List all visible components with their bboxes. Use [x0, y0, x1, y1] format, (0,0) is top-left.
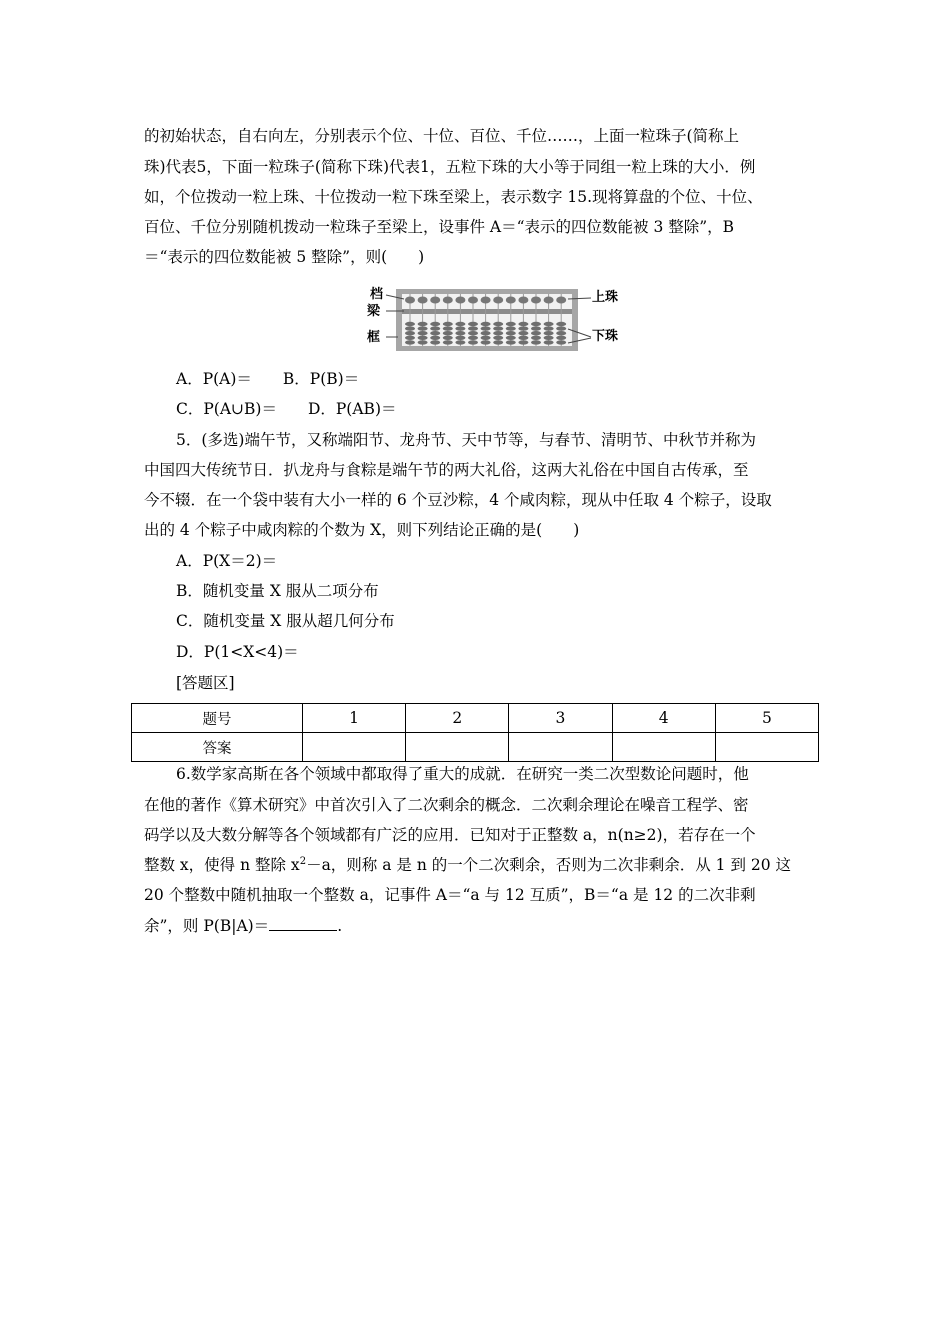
header-cell-number: 4 [612, 704, 715, 733]
abacus-lower-bead [443, 326, 453, 330]
q4-text-line: 的初始状态，自右向左，分别表示个位、十位、百位、千位……，上面一粒珠子(简称上 [144, 127, 740, 145]
abacus-lower-bead [493, 336, 503, 340]
header-cell-tihao: 题号 [132, 704, 303, 733]
label-dang: 档 [370, 287, 384, 302]
abacus-upper-bead [544, 297, 554, 304]
abacus-lower-bead [405, 322, 415, 326]
q5-text-line: 5．(多选)端午节，又称端阳节、龙舟节、天中节等，与春节、清明节、中秋节并称为 [176, 431, 756, 449]
abacus-upper-bead [405, 297, 415, 304]
abacus-lower-bead [405, 340, 415, 344]
q5-text-line: 出的 4 个粽子中咸肉粽的个数为 X，则下列结论正确的是( ) [144, 521, 580, 539]
abacus-lower-bead [481, 322, 491, 326]
answer-table-answer-row [132, 733, 819, 762]
abacus-upper-bead [430, 297, 440, 304]
abacus-lower-bead [418, 331, 428, 335]
abacus-lower-bead [531, 336, 541, 340]
abacus-lower-bead [430, 331, 440, 335]
abacus-lower-bead [544, 340, 554, 344]
q4-option-line: C．P(A∪B)＝ D．P(AB)＝ [176, 400, 397, 418]
label-xiazhu: 下珠 [592, 329, 619, 344]
answer-table [131, 703, 819, 762]
answer-table-header-row [132, 704, 819, 733]
abacus-lower-bead [506, 340, 516, 344]
q6-text-line-6 [144, 916, 342, 936]
abacus-upper-bead [418, 297, 428, 304]
abacus-lower-bead [481, 340, 491, 344]
abacus-lower-bead [455, 326, 465, 330]
abacus-lower-bead [493, 326, 503, 330]
q6-line4-post: －a，则称 a 是 n 的一个二次剩余，否则为二次非剩余．从 1 到 20 这 [306, 856, 792, 874]
abacus-lower-bead [468, 331, 478, 335]
abacus-lower-bead [493, 322, 503, 326]
abacus-lower-bead [506, 322, 516, 326]
q6-line6-post: . [337, 917, 343, 935]
q6-text-line: 6.数学家高斯在各个领域中都取得了重大的成就．在研究一类二次型数论问题时，他 [176, 765, 749, 783]
abacus-lower-bead [544, 336, 554, 340]
q6-text-line: 在他的著作《算术研究》中首次引入了二次剩余的概念．二次剩余理论在噪音工程学、密 [144, 796, 749, 814]
abacus-lower-bead [443, 322, 453, 326]
label-shangzhu: 上珠 [592, 290, 619, 305]
answer-area-label: [答题区] [176, 674, 235, 692]
answer-label-cell: 答案 [132, 733, 303, 762]
abacus-lower-bead [531, 331, 541, 335]
abacus-upper-bead [455, 297, 465, 304]
answer-cell[interactable] [406, 733, 509, 762]
abacus-lower-bead [493, 331, 503, 335]
q4-text-line: 珠)代表5，下面一粒珠子(简称下珠)代表1，五粒下珠的大小等于同组一粒上珠的大小．例 [144, 158, 756, 176]
abacus-lower-bead [443, 336, 453, 340]
q6-line4-pre: 整数 x，使得 n 整除 x [144, 856, 300, 874]
abacus-lower-bead [544, 331, 554, 335]
abacus-lower-bead [556, 340, 566, 344]
abacus-drawing [364, 285, 626, 355]
abacus-lower-bead [531, 326, 541, 330]
abacus-lower-bead [481, 331, 491, 335]
abacus-lower-bead [506, 326, 516, 330]
q5-option-c: C．随机变量 X 服从超几何分布 [176, 612, 395, 630]
abacus-lower-bead [418, 340, 428, 344]
q5-option-b: B．随机变量 X 服从二项分布 [176, 582, 379, 600]
abacus-lower-bead [506, 336, 516, 340]
answer-cell[interactable] [509, 733, 612, 762]
q4-text-line: 如，个位拨动一粒上珠、十位拨动一粒下珠至梁上，表示数字 15.现将算盘的个位、十位、 [144, 188, 763, 206]
abacus-lower-bead [468, 326, 478, 330]
q4-text-line: 百位、千位分别随机拨动一粒珠子至梁上，设事件 A＝“表示的四位数能被 3 整除”，B [144, 218, 735, 236]
header-cell-number: 1 [303, 704, 406, 733]
abacus-lower-bead [506, 331, 516, 335]
abacus-lower-bead [405, 336, 415, 340]
abacus-lower-bead [544, 322, 554, 326]
header-cell-number: 3 [509, 704, 612, 733]
abacus-lower-bead [531, 340, 541, 344]
abacus-lower-bead [556, 322, 566, 326]
abacus-lower-bead [430, 326, 440, 330]
abacus-lower-bead [518, 336, 528, 340]
abacus-lower-bead [455, 336, 465, 340]
q6-text-line: 20 个整数中随机抽取一个整数 a，记事件 A＝“a 与 12 互质”，B＝“a 是 12 的二次非剩 [144, 886, 756, 904]
abacus-upper-bead [443, 297, 453, 304]
abacus-lower-bead [544, 326, 554, 330]
abacus-upper-bead [556, 297, 566, 304]
abacus-lower-bead [430, 336, 440, 340]
abacus-lower-bead [556, 331, 566, 335]
abacus-upper-bead [518, 297, 528, 304]
abacus-lower-bead [468, 340, 478, 344]
abacus-lower-bead [418, 322, 428, 326]
label-kuang: 框 [367, 330, 381, 345]
abacus-lower-bead [405, 326, 415, 330]
abacus-lower-bead [430, 322, 440, 326]
abacus-figure [364, 285, 626, 355]
q4-text-line: ＝“表示的四位数能被 5 整除”，则( ) [144, 248, 425, 266]
answer-blank[interactable] [269, 916, 337, 931]
answer-cell[interactable] [303, 733, 406, 762]
abacus-lower-bead [455, 322, 465, 326]
abacus-upper-bead [506, 297, 516, 304]
q5-text-line: 今不辍．在一个袋中装有大小一样的 6 个豆沙粽，4 个咸肉粽，现从中任取 4 个粽子，设取 [144, 491, 772, 509]
q5-option-d: D．P(1<X<4)＝ [176, 643, 299, 661]
abacus-lower-bead [518, 331, 528, 335]
abacus-upper-bead [481, 297, 491, 304]
abacus-upper-bead [468, 297, 478, 304]
answer-cell[interactable] [715, 733, 818, 762]
abacus-lower-bead [468, 336, 478, 340]
abacus-lower-bead [518, 322, 528, 326]
q6-line6-pre: 余”，则 P(B|A)＝ [144, 917, 270, 935]
abacus-upper-bead [531, 297, 541, 304]
abacus-lower-bead [481, 326, 491, 330]
abacus-lower-bead [556, 336, 566, 340]
q5-text-line: 中国四大传统节日．扒龙舟与食粽是端午节的两大礼俗，这两大礼俗在中国自古传承，至 [144, 461, 749, 479]
abacus-lower-bead [418, 336, 428, 340]
q6-exponent: 2 [299, 855, 307, 867]
label-liang: 梁 [367, 304, 381, 319]
abacus-upper-bead [493, 297, 503, 304]
answer-cell[interactable] [612, 733, 715, 762]
abacus-lower-bead [418, 326, 428, 330]
abacus-lower-bead [405, 331, 415, 335]
q4-option-line: A．P(A)＝ B．P(B)＝ [176, 370, 360, 388]
abacus-lower-bead [518, 326, 528, 330]
header-cell-number: 5 [715, 704, 818, 733]
abacus-lower-bead [443, 340, 453, 344]
abacus-lower-bead [531, 322, 541, 326]
abacus-lower-bead [430, 340, 440, 344]
abacus-lower-bead [468, 322, 478, 326]
abacus-lower-bead [481, 336, 491, 340]
q5-option-a: A．P(X＝2)＝ [176, 552, 278, 570]
header-cell-number: 2 [406, 704, 509, 733]
abacus-lower-bead [455, 331, 465, 335]
abacus-lower-bead [556, 326, 566, 330]
abacus-lower-bead [518, 340, 528, 344]
abacus-lower-bead [443, 331, 453, 335]
abacus-lower-bead [493, 340, 503, 344]
q6-text-line-4 [144, 855, 791, 875]
abacus-lower-bead [455, 340, 465, 344]
q6-text-line: 码学以及大数分解等各个领域都有广泛的应用．已知对于正整数 a，n(n≥2)，若存在一个 [144, 826, 756, 844]
